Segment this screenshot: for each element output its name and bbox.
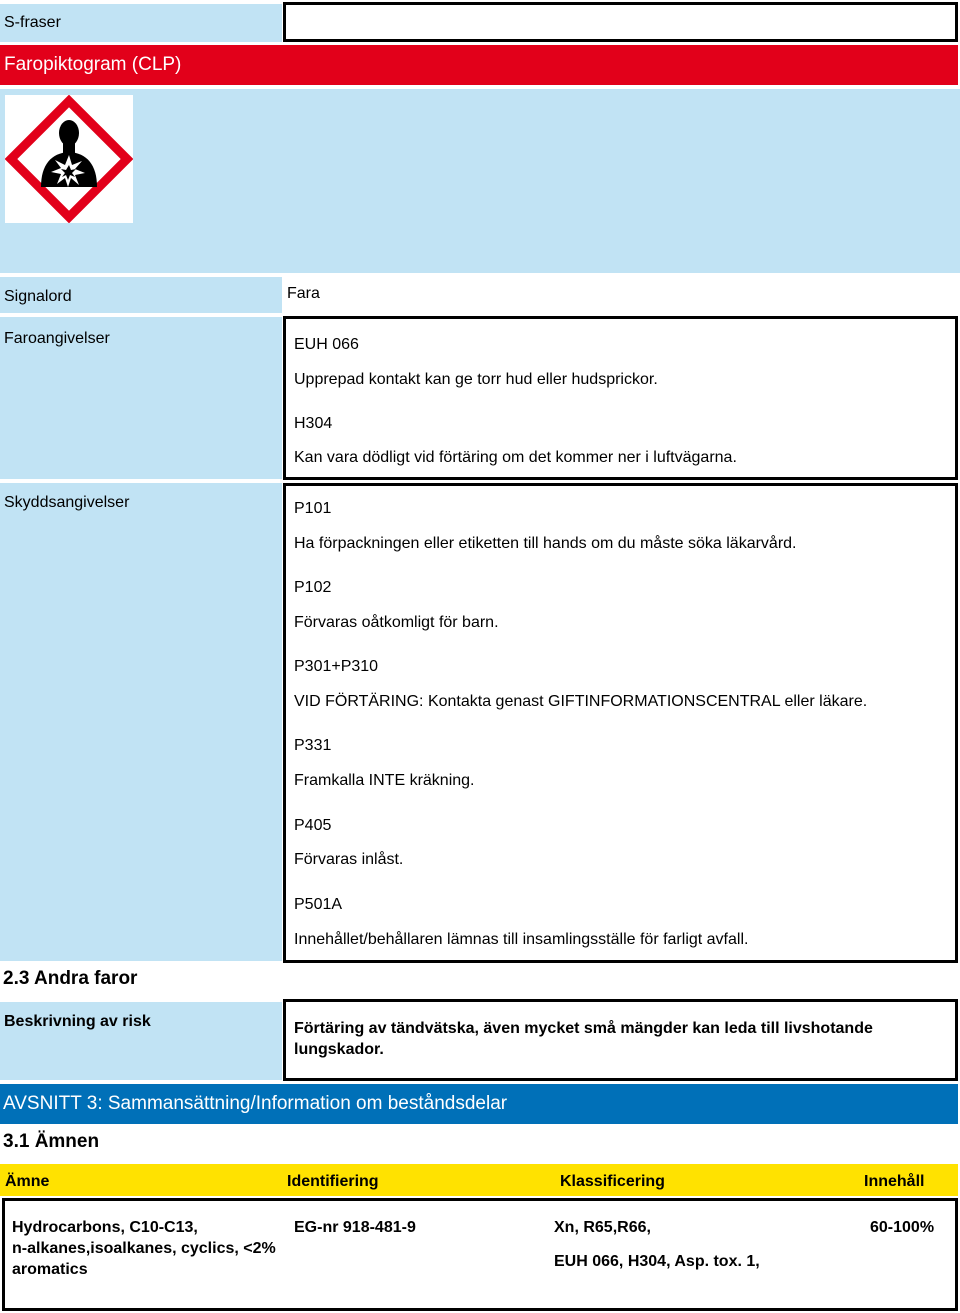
hazard-code: EUH 066 [294, 336, 359, 353]
substance-classification-line: Xn, R65,R66, [554, 1219, 651, 1236]
skyddsangivelser-label: Skyddsangivelser [4, 494, 130, 511]
clp-header-bar [0, 45, 958, 85]
substance-name-line: n-alkanes,isoalkanes, cyclics, <2% [12, 1240, 276, 1257]
precaution-code: P501A [294, 896, 343, 913]
skyddsangivelser-box [283, 483, 958, 963]
pictogram-area [0, 89, 960, 273]
health-hazard-pictogram-icon [5, 95, 133, 223]
risk-description-box [283, 999, 958, 1081]
precaution-code: P301+P310 [294, 658, 379, 675]
clp-header-title: Faropiktogram (CLP) [4, 54, 182, 75]
precaution-text: Förvaras inlåst. [294, 851, 404, 868]
precaution-code: P331 [294, 737, 332, 754]
risk-description-line: Förtäring av tändvätska, även mycket små mängder kan leda till livshotande [294, 1020, 873, 1037]
precaution-text: Innehållet/behållaren lämnas till insamlingsställe för farligt avfall. [294, 931, 749, 948]
column-header-amne: Ämne [5, 1173, 50, 1190]
column-header-identifiering: Identifiering [287, 1173, 379, 1190]
risk-description-label-cell [0, 1002, 282, 1080]
faroangivelser-box [283, 316, 958, 480]
substance-content: 60-100% [870, 1219, 935, 1236]
hazard-code: H304 [294, 415, 333, 432]
column-header-klassificering: Klassificering [560, 1173, 665, 1190]
andra-faror-heading: 2.3 Andra faror [3, 968, 138, 989]
precaution-text: Förvaras oåtkomligt för barn. [294, 614, 499, 631]
precaution-text: Ha förpackningen eller etiketten till hands om du måste söka läkarvård. [294, 535, 797, 552]
pictogram-frame [5, 95, 133, 223]
hazard-text: Upprepad kontakt kan ge torr hud eller hudsprickor. [294, 371, 658, 388]
risk-description-label: Beskrivning av risk [4, 1013, 151, 1030]
amnen-heading: 3.1 Ämnen [3, 1131, 100, 1152]
faroangivelser-label-cell [0, 317, 282, 479]
precaution-code: P102 [294, 579, 332, 596]
section3-title: AVSNITT 3: Sammansättning/Information om beståndsdelar [3, 1093, 508, 1114]
faroangivelser-label: Faroangivelser [4, 330, 110, 347]
precaution-code: P101 [294, 500, 332, 517]
amnen-table-row [2, 1198, 958, 1311]
substance-name-line: aromatics [12, 1261, 88, 1278]
precaution-text: Framkalla INTE kräkning. [294, 772, 475, 789]
skyddsangivelser-label-cell [0, 483, 282, 961]
substance-classification-line: EUH 066, H304, Asp. tox. 1, [554, 1253, 760, 1270]
substance-name-line: Hydrocarbons, C10-C13, [12, 1219, 198, 1236]
risk-description-line: lungskador. [294, 1041, 384, 1058]
precaution-code: P405 [294, 817, 332, 834]
amnen-table-header [0, 1164, 958, 1196]
sfraser-value-box [283, 2, 958, 42]
signalord-label-cell [0, 277, 282, 313]
signalord-value: Fara [287, 285, 320, 302]
section3-header-bar [0, 1084, 958, 1124]
hazard-text: Kan vara dödligt vid förtäring om det kommer ner i luftvägarna. [294, 449, 737, 466]
precaution-text: VID FÖRTÄRING: Kontakta genast GIFTINFORMATIONSCENTRAL eller läkare. [294, 693, 868, 710]
substance-identification: EG-nr 918-481-9 [294, 1219, 416, 1236]
sfraser-label-cell [0, 4, 282, 42]
sfraser-label: S-fraser [4, 14, 61, 31]
signalord-label: Signalord [4, 288, 72, 305]
column-header-innehall: Innehåll [864, 1173, 925, 1190]
